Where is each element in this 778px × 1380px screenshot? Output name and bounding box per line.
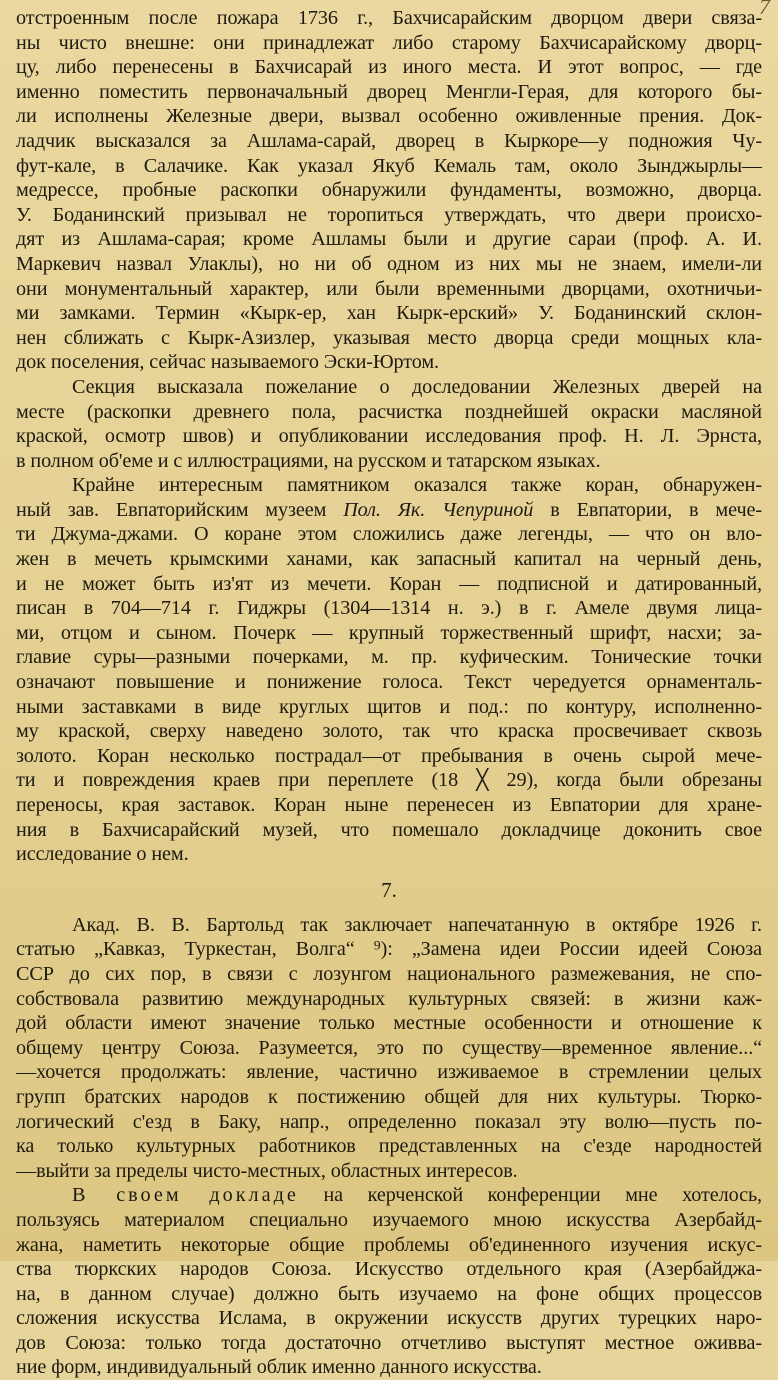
text-line [16, 498, 762, 523]
text-line: золото. Коран несколько пострадал—от пребывания в очень сырой мече- [16, 744, 762, 767]
text-line: сложения искусства Ислама, в окружении искусств других турецких наро- [16, 1307, 762, 1330]
text-line: ка только культурных работников представленных на с'езде народностей [16, 1135, 762, 1158]
paragraph-section-wish [16, 375, 762, 473]
paragraph-koran [16, 473, 762, 867]
text-line: Крайне интересным памятником оказался также коран, обнаружен- [72, 474, 762, 497]
text-line: главие суры—разными почерками, м. пр. куфическим. Тонические точки [16, 646, 762, 669]
text-line: ние форм, индивидуальный облик именно данного искусства. [16, 1356, 542, 1379]
text-line: и не может быть из'ят из мечети. Коран — подписной и датированный, [16, 572, 762, 595]
text-line: Акад. В. В. Бартольд так заключает напечатанную в октябре 1926 г. [72, 913, 762, 936]
section-number: 7. [381, 877, 397, 902]
text-line: цу, либо перенесены в Бахчисарай из иного места. И этот вопрос, — где [16, 56, 762, 79]
text-line: ния в Бахчисарайский музей, что помешало докладчице доконить свое [16, 818, 762, 841]
text-line: док поселения, сейчас называемого Эски-Юртом. [16, 351, 439, 374]
text-span: ный зав. Евпаторийским музеем [16, 498, 344, 521]
text-line: фут-кале, в Салачике. Как указал Якуб Кемаль там, около Зынджырлы— [16, 154, 762, 177]
text-line: писан в 704—714 г. Гиджры (1304—1314 н. э.) в г. Амеле двумя лица- [16, 597, 762, 620]
text-line: именно поместить первоначальный дворец Менгли-Герая, для которого бы- [16, 80, 762, 103]
text-line: дят из Ашлама-сарая; кроме Ашламы были и другие сараи (проф. А. И. [16, 228, 762, 251]
text-line: ССР до сих пор, в связи с лозунгом национального размежевания, не спо- [16, 962, 762, 985]
text-line: логический с'езд в Баку, напр., определенно показал эту волю—пусть по- [16, 1110, 762, 1133]
text-line: переносы, края заставок. Коран ныне перенесен из Евпатории для хране- [16, 794, 762, 816]
text-span: на керченской конференции мне хотелось, [298, 1184, 762, 1207]
text-line: месте (раскопки древнего пола, расчистка позднейшей окраски масляной [16, 400, 762, 423]
text-line: медрессе, пробные раскопки обнаружили фундаменты, возможно, дворца. [16, 179, 762, 202]
text-line: исследование о нем. [16, 843, 189, 866]
paragraph-report [16, 1183, 762, 1380]
text-line: У. Боданинский призывал не торопиться утверждать, что двери происхо- [16, 203, 762, 226]
text-line: нен сближать с Кырк-Азизлер, указывая место дворца среди мощных кла- [16, 326, 762, 349]
text-line: на, в данном случае) должно быть изучаемо на фоне общих процессов [16, 1282, 762, 1305]
text-line: ладчик высказался за Ашлама-сарай, дворец в Кыркоре—у подножия Чу- [16, 129, 762, 152]
text-line: —хочется продолжать: явление, частично изживаемое в стремлении целых [16, 1061, 762, 1084]
text-line: означают повышение и понижение голоса. Текст чередуется орнаменталь- [16, 671, 762, 694]
text-line: статью „Кавказ, Туркестан, Волга“ ⁹): „Замена идеи России идеей Союза [16, 938, 762, 961]
text-line: в полном об'еме и с иллюстрациями, на русском и татарском языках. [16, 449, 601, 472]
text-line: Секция высказала пожелание о доследовании Железных дверей на [72, 375, 762, 398]
text-line: жана, наметить некоторые общие проблемы об'единенного изучения искус- [16, 1233, 762, 1256]
paragraph-bartold [16, 913, 762, 1184]
text-line: ными заставками в виде круглых щитов и под.: по контуру, исполненно- [16, 695, 762, 718]
text-line: ны чисто внешне: они принадлежат либо старому Бахчисарайскому дворц- [16, 31, 762, 54]
paragraph-iron-doors [16, 6, 762, 375]
text-line [16, 1183, 762, 1208]
text-line: жен в мечеть крымскими ханами, как запасный капитал на черный день, [16, 548, 762, 571]
text-line: —выйти за пределы чисто-местных, областных интересов. [16, 1159, 518, 1182]
text-line: краской, осмотр швов) и опубликовании исследования проф. Н. Л. Эрнста, [16, 425, 762, 448]
text-line: ли исполнены Железные двери, вызвал особенно оживленные прения. Док- [16, 105, 762, 128]
text-line: Маркевич назвал Улаклы), но ни об одном из них мы не знаем, имели-ли [16, 252, 762, 275]
text-line: дой области имеют значение только местные особенности и отношение к [16, 1012, 762, 1035]
text-line: отстроенным после пожара 1736 г., Бахчисарайским дворцом двери связа- [16, 7, 762, 29]
text-span: в Евпатории, в мече- [533, 498, 762, 521]
text-line: пользуясь материалом специально изучаемого мною искусства Азербайд- [16, 1208, 762, 1231]
spaced-phrase: В своем докладе [72, 1184, 299, 1207]
text-line: общему центру Союза. Разумеется, это по существу—временное явление...“ [16, 1036, 762, 1059]
page-number: 7 [759, 0, 770, 19]
text-line: групп братских народов к постижению общей для них культуры. Тюрко- [16, 1085, 762, 1108]
text-line: ми, отцом и сыном. Почерк — крупный торжественный шрифт, насхи; за- [16, 621, 762, 644]
text-line: они монументальный характер, или были временными дворцами, охотничьи- [16, 277, 762, 300]
text-line: ми замками. Термин «Кырк-ер, хан Кырк-ерский» У. Боданинский склон- [16, 302, 762, 325]
person-name: Пол. Як. Чепуриной [343, 498, 534, 521]
text-line: дов Союза: только тогда достаточно отчетливо выступят местное оживва- [16, 1331, 762, 1354]
text-line: собствовала развитию международных культурных связей: в жизни каж- [16, 987, 762, 1010]
text-line: ства тюркских народов Союза. Искусство отдельного края (Азербайджа- [16, 1258, 762, 1281]
text-line: ти Джума-джами. О коране этом сложились даже легенды, — что он вло- [16, 523, 762, 546]
text-line: му краской, сверху наведено золото, так что краска просвечивает сквозь [16, 720, 762, 743]
text-line: ти и повреждения краев при переплете (18 ╳ 29), когда были обрезаны [16, 769, 762, 792]
